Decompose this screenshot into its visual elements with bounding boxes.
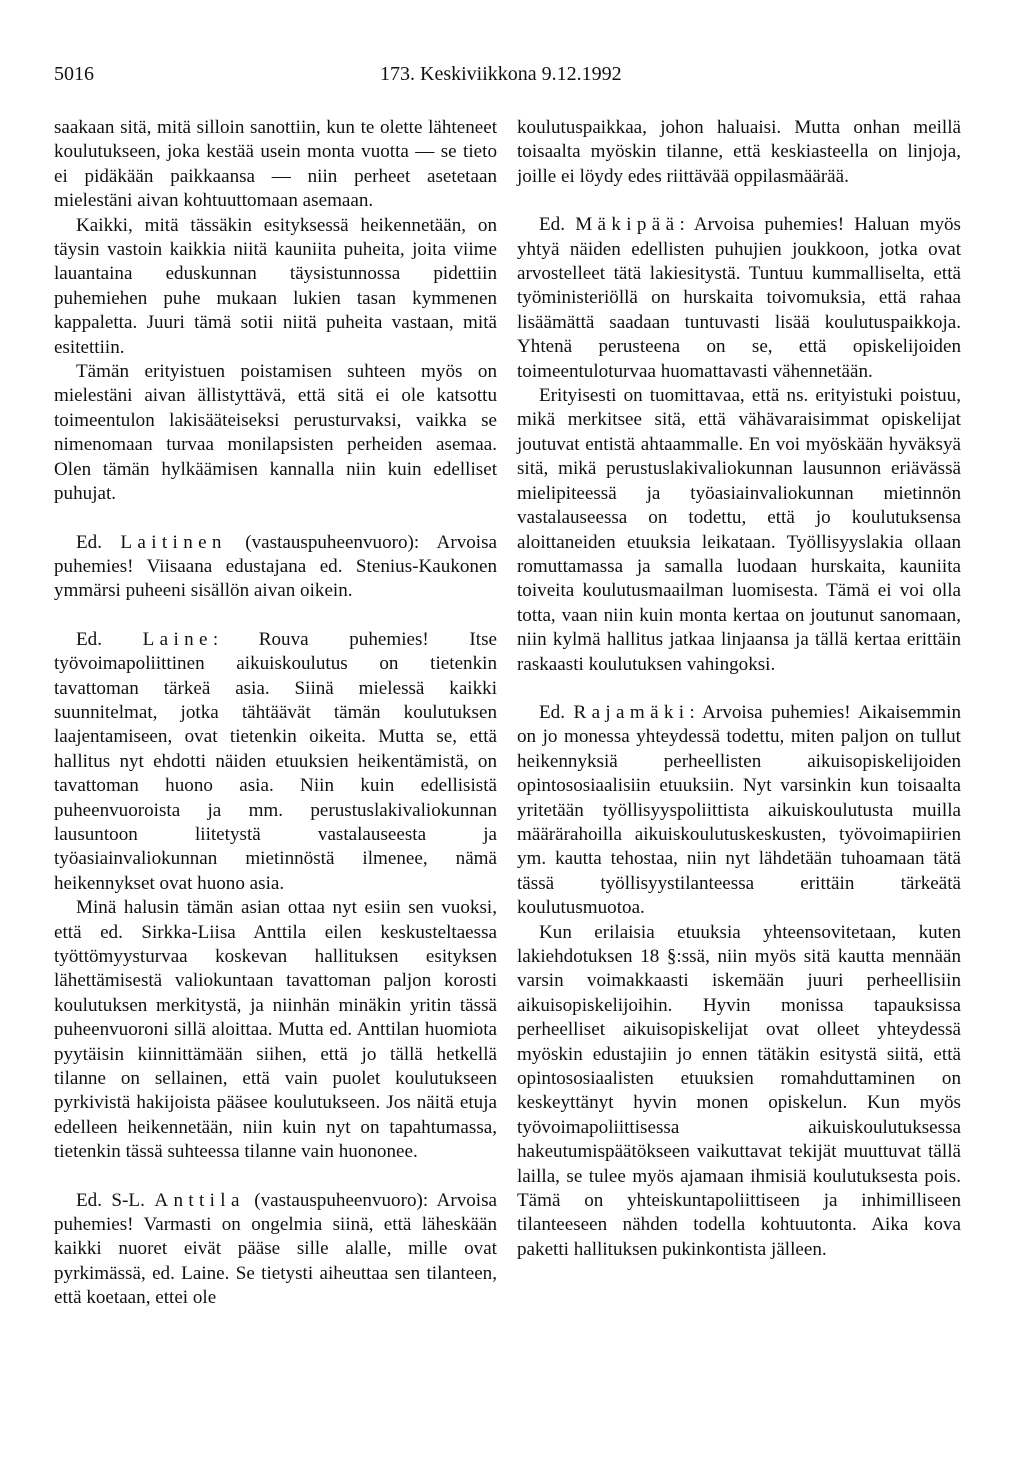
speaker-prefix: Ed. (539, 214, 565, 236)
page-number: 5016 (54, 63, 94, 85)
speaker-name: Laine (142, 628, 213, 650)
speech-text: : Arvoisa puhemies! Aikaisemmin on jo monessa yhteydessä todettu, miten paljon on tullut heikennyksiä perheellisten aikuisopiskelijoiden opintososiaalisiin etuuksiin. Nyt varsinkin kun toisaalta yritetään työllisyyspoliittista aikuiskoulutusta muilla määrärahoilla aikuiskoulutuskeskusten, työvoimapiirien ym. kautta tehostaa, niin nyt lähdetään tuhoamaan tätä tässä työllisyystilanteessa erittäin tärkeätä koulutusmuotoa. (517, 701, 961, 919)
speech-makipaa (517, 213, 961, 384)
speaker-prefix: Ed. S-L. (76, 1189, 145, 1211)
speech-text: : Rouva puhemies! Itse työvoimapoliittinen aikuiskoulutus on tietenkin tavattoman tärkeä asia. Siinä mielessä kaikki suunnitelmat, jotka tähtäävät tämän koulutuksen laajentamiseen, ovat tietenkin oikeita. Mutta se, että hallitus nyt ehdotti näiden etuuksien heikentämistä, on tavattoman huono asia. Niin kuin edellisistä puheenvuoroista ja mm. perustuslakivaliokunnan lausuntoon liitetystä vastalauseesta ja työasiainvaliokunnan mietinnöstä ilmenee, nämä heikennykset ovat huono asia. (54, 628, 497, 894)
speaker-prefix: Ed. (76, 531, 102, 553)
speech-text: (vastauspuheenvuoro): Arvoisa puhemies! Viisaana edustajana ed. Stenius-Kaukonen ymmärsi puheeni sisällön aivan oikein. (54, 531, 498, 602)
speech-laine (54, 628, 497, 896)
page-header (54, 60, 994, 88)
speaker-name: Mäkipää (575, 214, 680, 236)
speaker-prefix: Ed. (539, 701, 565, 723)
speech-laitinen (54, 531, 497, 604)
speech-text: (vastauspuheenvuoro): Arvoisa puhemies! Varmasti on ongelmia siinä, että läheskään kaikki nuoret eivät pääse sille alalle, mille ovat pyrkimässä, ed. Laine. Se tietysti aiheuttaa sen tilanteen, että koetaan, ettei ole (54, 1189, 497, 1309)
running-head: 173. Keskiviikkona 9.12.1992 (380, 63, 622, 85)
speaker-name: Rajamäki (573, 701, 690, 723)
paragraph: Kun erilaisia etuuksia yhteensovitetaan, kuten lakiehdotuksen 18 §:ssä, niin myös sitä kautta mennään varsin voimakkaasti iskemään juuri perheellisiin aikuisopiskelijoihin. Hyvin monissa tapauksissa perheelliset aikuisopiskelijat ovat olleet yhteydessä myöskin edustajiin jo ennen tätäkin esitystä siitä, että opintososiaalisten etuuksien romahduttaminen on keskeyttänyt hyvin monen opiskelun. Kun myös työvoimapoliittisessa aikuiskoulutuksessa hakeutumispäätökseen vaikuttavat tekijät muuttuvat tällä lailla, se tulee myös ajamaan ihmisiä koulutuksesta pois. Tämä on yhteiskuntapoliittiseen ja inhimilliseen tilanteeseen nähden todella kohtuutonta. Aika kova paketti hallituksen pukinkontista jälleen. (517, 921, 961, 1260)
paragraph: Tämän erityistuen poistamisen suhteen myös on mielestäni aivan ällistyttävä, että sitä ei ole katsottu toimeentulon lakisääteiseksi perusturvaksi, vaikka se nimenomaan turvaa monilapsisten perheiden asemaa. Olen tämän hylkäämisen kannalla niin kuin edelliset puhujat. (54, 361, 497, 505)
left-column (54, 116, 497, 1311)
speech-rajamaki (517, 701, 961, 921)
speaker-name: Anttila (154, 1189, 245, 1211)
speaker-name: Laitinen (120, 531, 227, 553)
paragraph: saakaan sitä, mitä silloin sanottiin, kun te olette lähteneet koulutukseen, joka kestää usein monta vuotta — se tieto ei pidäkään paikkaansa — niin perheet asetetaan mielestäni aivan kohtuuttomaan asemaan. (54, 117, 497, 212)
paragraph: Minä halusin tämän asian ottaa nyt esiin sen vuoksi, että ed. Sirkka-Liisa Anttila eilen keskusteltaessa työttömyysturvaa koskevan hallituksen esityksen lähettämisestä valiokuntaan tavattoman paljon korosti koulutuksen merkitystä, ja niinhän minäkin yritin tässä puheenvuoroni sillä aloittaa. Mutta ed. Anttilan huomiota pyytäisin kiinnittämään siihen, että jo tällä hetkellä tilanne on sellainen, että vain puolet koulutukseen pyrkivistä hakijoista pääsee koulutukseen. Jos näitä etuja edelleen heikennetään, niin kuin nyt on tapahtumassa, tietenkin tässä suhteessa tilanne vain huononee. (54, 897, 497, 1163)
right-column (517, 116, 961, 1262)
speech-anttila (54, 1189, 497, 1311)
speaker-prefix: Ed. (76, 628, 102, 650)
speech-text: : Arvoisa puhemies! Haluan myös yhtyä näiden edellisten puhujien joukkoon, jotka ovat arvostelleet tätä lakiesitystä. Tuntuu kummalliselta, että työministeriöllä on hurskaita toivomuksia, että rahaa lisäämättä saadaan tuntuvasti lisää koulutuspaikkoja. Yhtenä perusteena on se, että opiskelijoiden toimeentuloturvaa huomattavasti vähennetään. (517, 214, 961, 382)
paragraph: Erityisesti on tuomittavaa, että ns. erityistuki poistuu, mikä merkitsee sitä, että vähävaraisimmat opiskelijat joutuvat entistä ahtaammalle. En voi myöskään hyväksyä sitä, mikä perustuslakivaliokunnan lausunnon eriävässä mielipiteessä ja työasiainvaliokunnan mietinnön vastalauseessa on todettu, että jo koulutuksensa aloittaneiden etuuksia leikataan. Työllisyyslakia ollaan romuttamassa ja samalla luodaan hurskaita, kauniita toiveita koulutusmaailman luomisesta. Tämä ei voi olla totta, vaan niin kuin monta kertaa on joutunut sanomaan, niin kylmä hallitus jatkaa linjaansa ja tällä kertaa erittäin raskaasti koulutuksen vahingoksi. (517, 385, 961, 675)
paragraph: Kaikki, mitä tässäkin esityksessä heikennetään, on täysin vastoin kaikkia niitä kauniita puheita, joita viime lauantaina eduskunnan täysistunnossa pidettiin puhemiehen puhe mukaan lukien tasan kymmenen kappaletta. Juuri tämä sotii niitä puheita vastaan, mitä esitettiin. (54, 214, 497, 358)
paragraph: koulutuspaikkaa, johon haluaisi. Mutta onhan meillä toisaalta myöskin tilanne, että keskiasteella on linjoja, joille ei löydy edes riittävää oppilasmäärää. (517, 117, 961, 187)
